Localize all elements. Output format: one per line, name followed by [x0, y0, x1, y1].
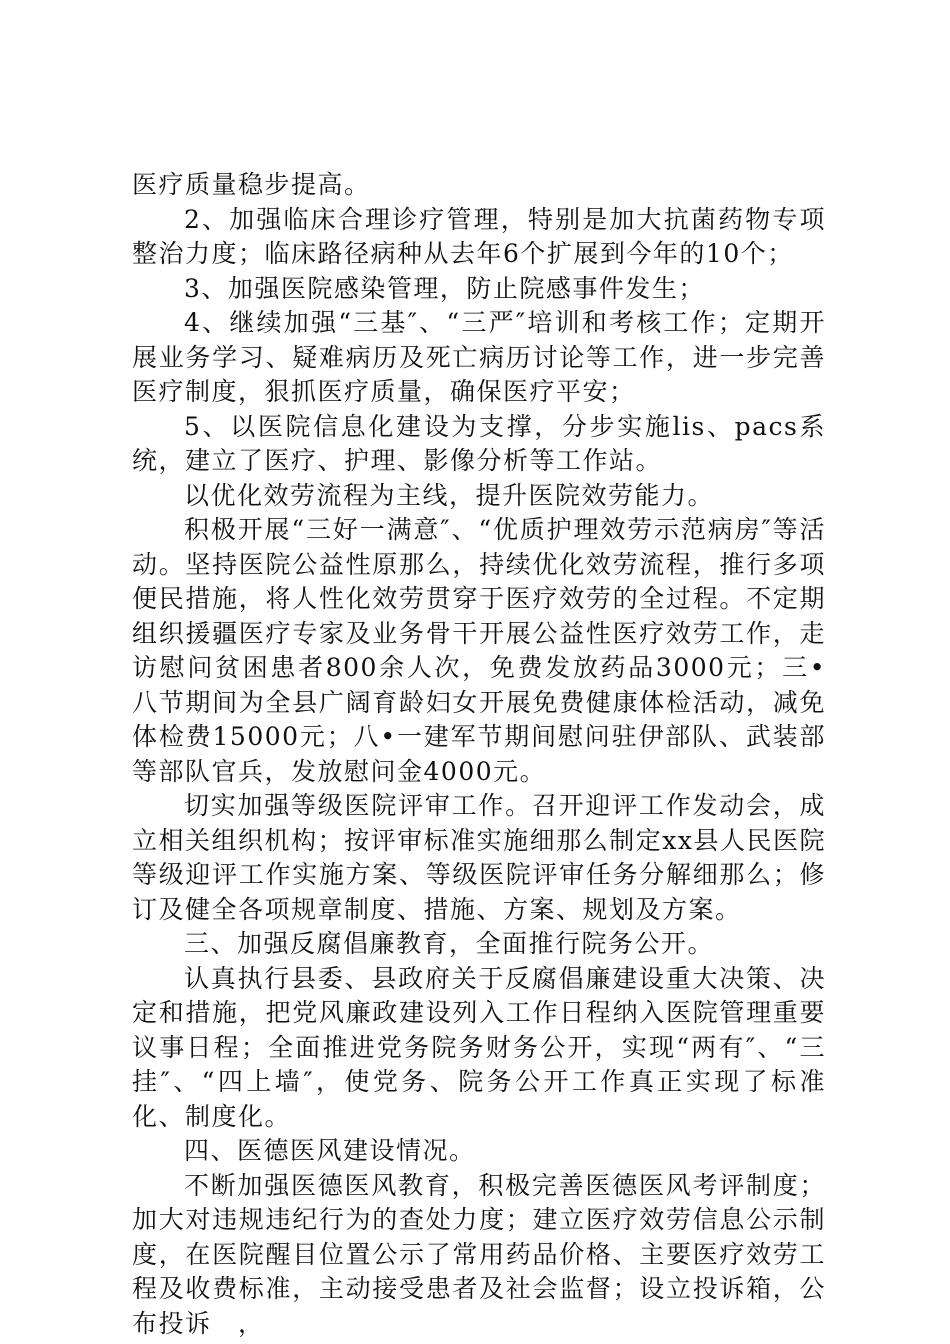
paragraph-item-2: 2、加强临床合理诊疗管理，特别是加大抗菌药物专项整治力度；临床路径病种从去年6个扩展到今年的10个；	[132, 204, 826, 268]
section-heading-4: 四、医德医风建设情况。	[184, 1136, 476, 1165]
paragraph-hospital-review: 切实加强等级医院评审工作。召开迎评工作发动会，成立相关组织机构；按评审标准实施细那么制定xx县人民医院等级迎评工作实施方案、等级医院评审任务分解细那么；修订及健全各项规章制度、措施、方案、规划及方案。	[132, 791, 826, 924]
paragraph-service-activities: 积极开展“三好一满意″、“优质护理效劳示范病房″等活动。坚持医院公益性原那么，持续优化效劳流程，推行多项便民措施，将人性化效劳贯穿于医疗效劳的全过程。不定期组织援疆医疗专家及业务骨干开展公益性医疗效劳工作，走访慰问贫困患者800余人次，免费发放药品3000元；三•八节期间为全县广阔育龄妇女开展免费健康体检活动，减免体检费15000元；八•一建军节期间慰问驻伊部队、武装部等部队官兵，发放慰问金4000元。	[132, 515, 826, 786]
paragraph-continuation: 医疗质量稳步提高。	[132, 170, 371, 199]
section-heading-3: 三、加强反腐倡廉教育，全面推行院务公开。	[184, 929, 715, 958]
paragraph-medical-ethics: 不断加强医德医风教育，积极完善医德医风考评制度；加大对违规违纪行为的查处力度；建立医疗效劳信息公示制度，在医院醒目位置公示了常用药品价格、主要医疗效劳工程及收费标准，主动接受患者及社会监督；设立投诉箱，公布投诉 ，	[132, 1170, 826, 1338]
paragraph-item-3: 3、加强医院感染管理，防止院感事件发生；	[184, 273, 705, 303]
paragraph-anti-corruption: 认真执行县委、县政府关于反腐倡廉建设重大决策、决定和措施，把党风廉政建设列入工作日程纳入医院管理重要议事日程；全面推进党务院务财务公开，实现“两有″、“三挂″、“四上墙″，使党务、院务公开工作真正实现了标准化、制度化。	[132, 963, 826, 1131]
paragraph-item-4: 4、继续加强“三基″、“三严″培训和考核工作；定期开展业务学习、疑难病历及死亡病历讨论等工作，进一步完善医疗制度，狠抓医疗质量，确保医疗平安；	[132, 308, 826, 406]
document-body	[132, 168, 826, 1341]
paragraph-service-heading: 以优化效劳流程为主线，提升医院效劳能力。	[184, 480, 715, 510]
paragraph-item-5: 5、以医院信息化建设为支撑，分步实施lis、pacs系统，建立了医疗、护理、影像分析等工作站。	[132, 411, 826, 475]
